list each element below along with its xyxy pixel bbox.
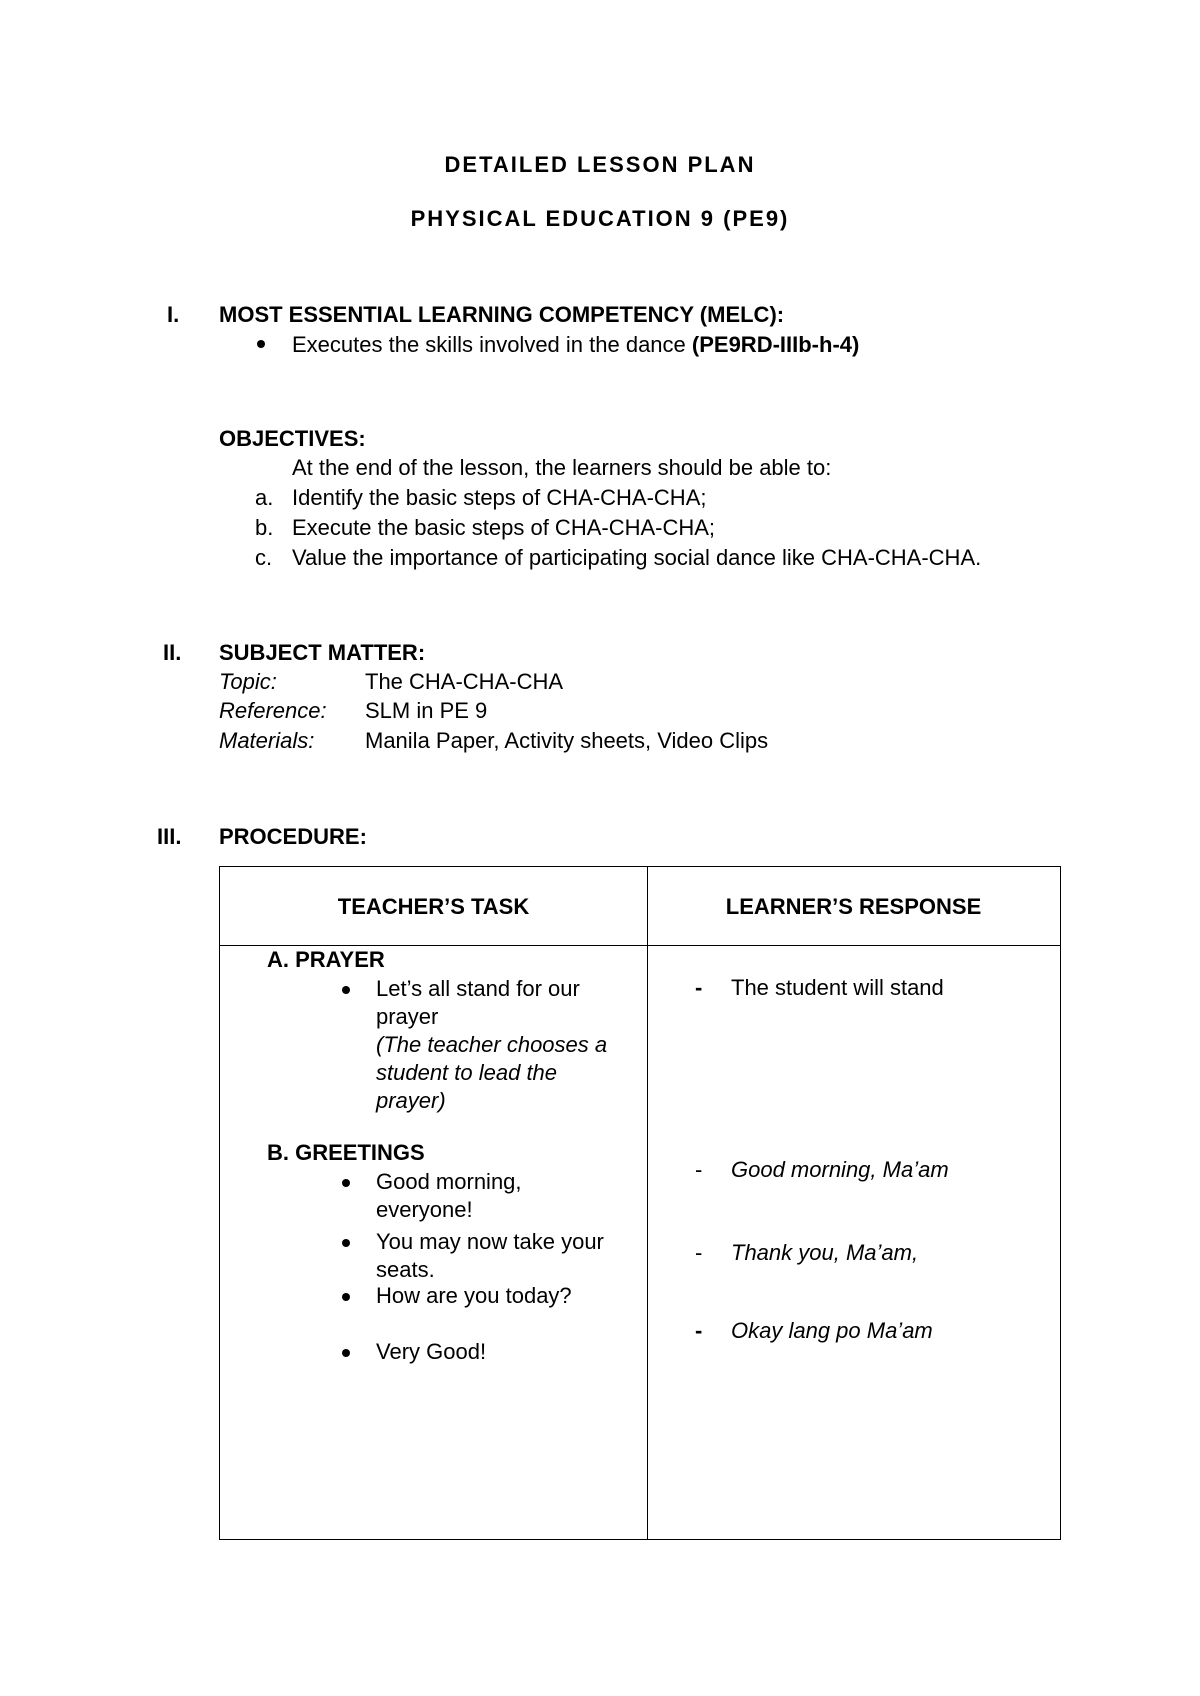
bullet-icon [342, 1293, 350, 1301]
section-number-3: III. [157, 824, 182, 849]
response-dash: - [695, 1318, 703, 1343]
bullet-icon [342, 986, 350, 994]
melc-competency-text: Executes the skills involved in the dance [292, 332, 692, 357]
col-header-teacher: TEACHER’S TASK [337, 894, 530, 919]
procedure-heading: PROCEDURE: [219, 824, 367, 849]
prayer-heading: A. PRAYER [267, 947, 385, 972]
objective-item: Execute the basic steps of CHA-CHA-CHA; [292, 515, 716, 540]
prayer-line: prayer [376, 1004, 439, 1029]
greeting-line: Good morning, [376, 1169, 522, 1194]
objective-marker: a. [255, 485, 274, 510]
table-column-divider [647, 867, 648, 1539]
objective-marker: b. [255, 515, 274, 540]
prayer-note: (The teacher chooses a [376, 1032, 608, 1057]
objective-item: Value the importance of participating social dance like CHA-CHA-CHA. [292, 545, 982, 570]
subject-value-reference: SLM in PE 9 [365, 698, 488, 723]
section-number-1: I. [167, 302, 180, 327]
subject-matter-heading: SUBJECT MATTER: [219, 640, 426, 665]
objective-marker: c. [255, 545, 273, 570]
subject-label-reference: Reference: [219, 698, 327, 723]
subject-label-materials: Materials: [219, 728, 315, 753]
subject-value-materials: Manila Paper, Activity sheets, Video Clips [365, 728, 769, 753]
learner-response: Good morning, Ma’am [731, 1157, 949, 1182]
melc-code: (PE9RD-IIIb-h-4) [691, 332, 860, 357]
document-title: DETAILED LESSON PLAN [444, 152, 756, 177]
response-dash: - [695, 975, 703, 1000]
objective-item: Identify the basic steps of CHA-CHA-CHA; [292, 485, 707, 510]
greeting-line: How are you today? [376, 1283, 572, 1308]
procedure-table [219, 866, 1061, 1540]
response-dash: - [695, 1240, 703, 1265]
bullet-icon [342, 1179, 350, 1187]
subject-label-topic: Topic: [219, 669, 277, 694]
objectives-heading: OBJECTIVES: [219, 426, 366, 451]
prayer-line: Let’s all stand for our [376, 976, 580, 1001]
bullet-icon [342, 1349, 350, 1357]
table-header-divider [220, 945, 1060, 946]
greeting-line: Very Good! [376, 1339, 487, 1364]
melc-bullet [292, 332, 859, 358]
section-number-2: II. [163, 640, 182, 665]
subject-value-topic: The CHA-CHA-CHA [365, 669, 564, 694]
response-dash: - [695, 1157, 703, 1182]
objectives-intro: At the end of the lesson, the learners should be able to: [292, 455, 832, 480]
greeting-line: everyone! [376, 1197, 473, 1222]
learner-response: The student will stand [731, 975, 944, 1000]
melc-heading: MOST ESSENTIAL LEARNING COMPETENCY (MELC): [219, 302, 785, 327]
greeting-line: You may now take your [376, 1229, 604, 1254]
greetings-heading: B. GREETINGS [267, 1140, 425, 1165]
col-header-learner: LEARNER’S RESPONSE [725, 894, 982, 919]
bullet-icon [257, 340, 265, 348]
learner-response: Okay lang po Ma’am [731, 1318, 933, 1343]
document-subtitle: PHYSICAL EDUCATION 9 (PE9) [410, 206, 790, 231]
bullet-icon [342, 1239, 350, 1247]
greeting-line: seats. [376, 1257, 435, 1282]
prayer-note: student to lead the [376, 1060, 558, 1085]
prayer-note: prayer) [376, 1088, 446, 1113]
learner-response: Thank you, Ma’am, [731, 1240, 919, 1265]
